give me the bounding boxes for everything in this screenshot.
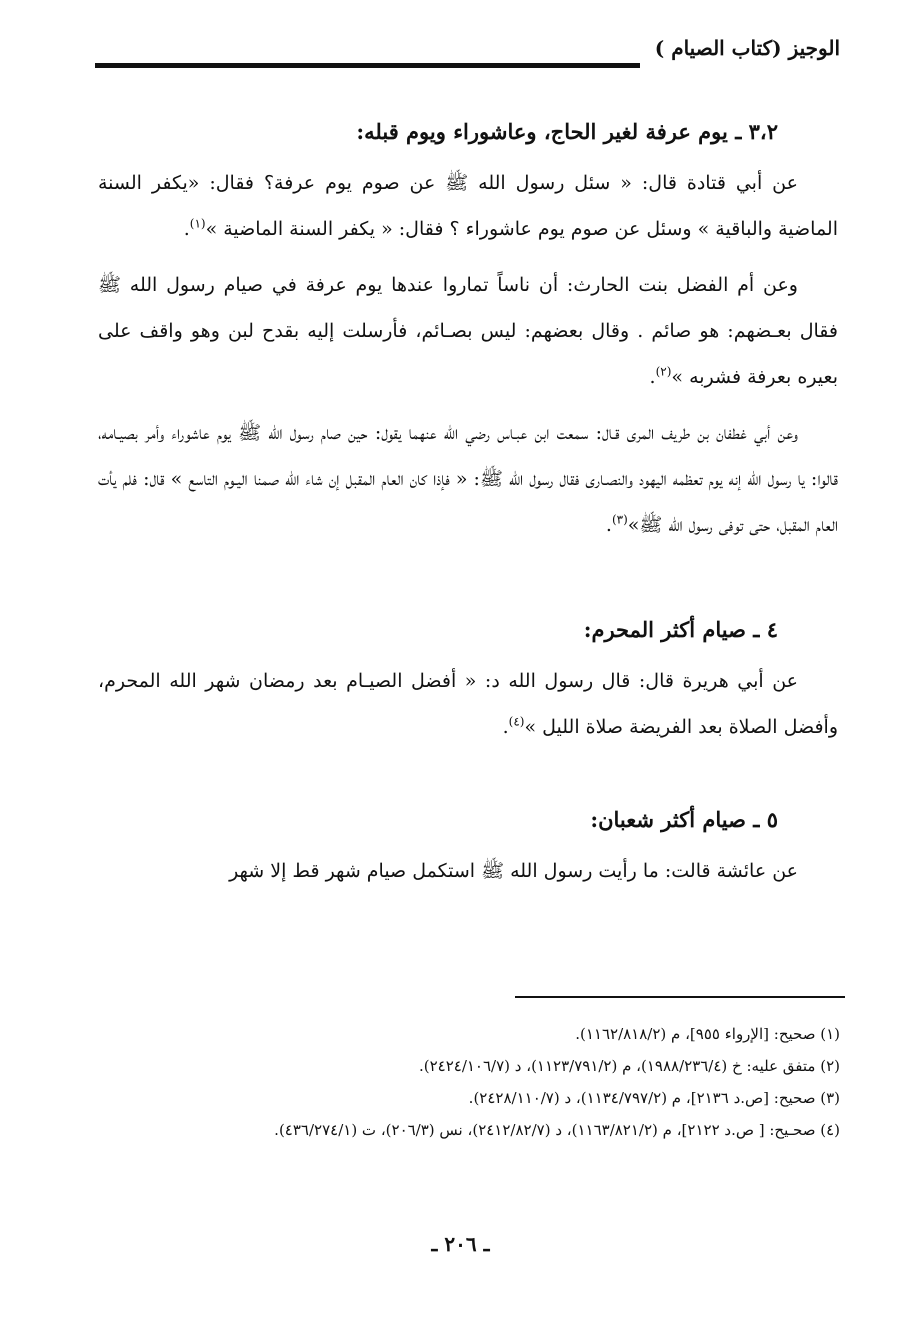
footnote: (٢) متفق عليه: خ (١٩٨٨/٢٣٦/٤)، م (١١٢٣/٧٩١/٢)، د (٢٤٢٤/١٠٦/٧). [418, 1057, 840, 1075]
footnote: (٣) صحيح: [ص.د ٢١٣٦]، م (١١٣٤/٧٩٧/٢)، د (٢٤٢٨/١١٠/٧). [468, 1089, 840, 1107]
paragraph-text: وعن أم الفضل بنت الحارث: أن ناساً تماروا عندها يوم عرفة في صيام رسول الله ﷺ فقال بعـضهم: هو صائم . وقال بعضهم: ليس بصـائم، فأرسلت إليه بقدح لبن وهو واقف على بعيره بعرفة فشربه » [98, 274, 838, 388]
paragraph-text: عن أبي هريرة قال: قال رسول الله د: « أفضل الصيـام بعد رمضان شهر الله المحرم، وأفضل الصلاة بعد الفريضة صلاة الليل » [98, 670, 838, 738]
paragraph: عن أبي هريرة قال: قال رسول الله د: « أفضل الصيـام بعد رمضان شهر الله المحرم، وأفضل الصلاة بعد الفريضة صلاة الليل »$^{(٤)}$. [98, 670, 838, 738]
paragraph-text: عن عائشة قالت: ما رأيت رسول الله ﷺ استكمل صيام شهر قط إلا شهر [229, 860, 798, 882]
footnote-marker: (١) [189, 216, 206, 231]
section-heading: ٥ ـ صيام أكثر شعبان: [590, 807, 778, 832]
running-title: الوجيز (كتاب الصيام ) [649, 36, 840, 60]
footnote-marker: (٢) [655, 364, 672, 379]
paragraph: وعن أبي غطفان بن طريف المرى قـال: سمعت ابن عبـاس رضي الله عنهما يقول: حين صام رسول الله ﷺ يوم عاشوراء وأمر بصيـامه، قالوا: يا رسول الله إنه يوم تعظمه اليهود والنصـارى فقال رسول الله ﷺ: « فإذا كان العام المقبل إن شاء الله صمنا اليـوم التاسع » قال: فلم يأت العام المقبل، حتى توفى رسول الله ﷺ»$^{(٣)}$. [98, 422, 838, 536]
running-header [95, 36, 840, 76]
section-spacer [98, 558, 838, 606]
header-rule [95, 63, 640, 68]
paragraph-text: عن أبي قتادة قال: « سئل رسول الله ﷺ عن صوم يوم عرفة؟ فقال: «يكفر السنة الماضية والباقية » وسئل عن صوم يوم عاشوراء ؟ فقال: « يكفر السنة الماضية » [98, 172, 838, 240]
section-heading: ٣،٢ ـ يوم عرفة لغير الحاج، وعاشوراء ويوم قبله: [356, 119, 778, 144]
section-spacer [98, 760, 838, 796]
footnotes [98, 1018, 840, 1146]
section-heading: ٤ ـ صيام أكثر المحرم: [583, 617, 778, 642]
page-number: ـ ٢٠٦ ـ [431, 1232, 490, 1256]
main-text [98, 108, 838, 904]
footnote: (١) صحيح: [الإرواء ٩٥٥]، م (١١٦٢/٨١٨/٢). [575, 1025, 840, 1043]
footnote-marker: (٣) [611, 512, 628, 527]
footnote-separator [515, 996, 845, 998]
footnote-marker: (٤) [508, 714, 525, 729]
paragraph: عن أبي قتادة قال: « سئل رسول الله ﷺ عن صوم يوم عرفة؟ فقال: «يكفر السنة الماضية والباقية » وسئل عن صوم يوم عاشوراء ؟ فقال: « يكفر السنة الماضية »$^{(١)}$. [98, 172, 838, 240]
paragraph: وعن أم الفضل بنت الحارث: أن ناساً تماروا عندها يوم عرفة في صيام رسول الله ﷺ فقال بعـضهم: هو صائم . وقال بعضهم: ليس بصـائم، فأرسلت إليه بقدح لبن وهو واقف على بعيره بعرفة فشربه »$^{(٢)}$. [98, 274, 838, 388]
paragraph [98, 848, 838, 894]
footnote: (٤) صحـيح: [ ص.د ٢١٢٢]، م (١١٦٣/٨٢١/٢)، د (٢٤١٢/٨٢/٧)، نس (٢٠٦/٣)، ت (٤٣٦/٢٧٤/١). [274, 1121, 840, 1139]
paragraph-text: وعن أبي غطفان بن طريف المرى قـال: سمعت ابن عبـاس رضي الله عنهما يقول: حين صام رسول الله ﷺ يوم عاشوراء وأمر بصيـامه، قالوا: يا رسول الله إنه يوم تعظمه اليهود والنصـارى فقال رسول الله ﷺ: « فإذا كان العام المقبل إن شاء الله صمنا اليـوم التاسع » قال: فلم يأت العام المقبل، حتى توفى رسول الله ﷺ» [98, 422, 838, 536]
